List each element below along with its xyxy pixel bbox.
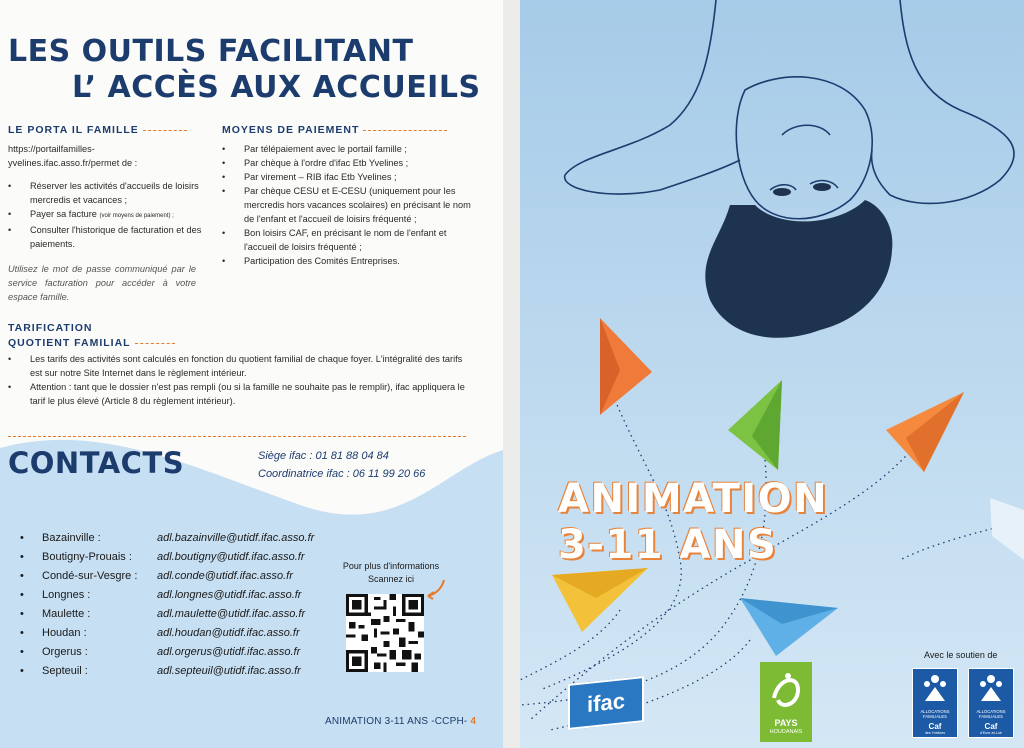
- contact-email[interactable]: adl.boutigny@utidf.ifac.asso.fr: [157, 551, 305, 563]
- contact-town: Septeuil :: [42, 665, 88, 677]
- ifac-logo: ifac: [568, 676, 644, 730]
- qr-info-line-2: Scannez ici: [367, 574, 415, 584]
- right-page: [520, 0, 1024, 748]
- caf-sub: des Yvelines: [924, 731, 946, 735]
- list-item: • Par chèque à l'ordre d'ifac Etb Yvelines ;: [222, 156, 474, 170]
- portail-heading-text: LE PORTA IL FAMILLE: [8, 124, 139, 136]
- page-title: [8, 34, 481, 106]
- bullet: •: [20, 551, 24, 563]
- paiement-heading-text: MOYENS DE PAIEMENT: [222, 124, 360, 136]
- caf-name: Caf: [928, 722, 942, 731]
- pays-logo-text: PAYS: [774, 718, 798, 728]
- paiement-list: [222, 142, 474, 268]
- caf-top-text: ALLOCATIONS FAMILIALES: [976, 709, 1006, 719]
- bullet: •: [20, 665, 24, 677]
- bullet: •: [20, 646, 24, 658]
- list-item: • Réserver les activités d'accueils de loisirs mercredis et vacances ;: [8, 179, 206, 207]
- contact-email[interactable]: adl.septeuil@utidf.ifac.asso.fr: [157, 665, 301, 677]
- left-page: [0, 0, 503, 748]
- list-item: [8, 207, 206, 223]
- contact-email[interactable]: adl.houdan@utidf.ifac.asso.fr: [157, 627, 300, 639]
- contact-email[interactable]: adl.maulette@utidf.ifac.asso.fr: [157, 608, 306, 620]
- qr-info-line-1: Pour plus d'informations: [342, 561, 440, 571]
- bullet: •: [20, 589, 24, 601]
- caf-eure-logo: [968, 668, 1014, 738]
- pay-invoice-text: Payer sa facture: [30, 209, 97, 219]
- bullet: •: [20, 570, 24, 582]
- child-eye-right: [813, 183, 831, 191]
- tarification-heading: TARIFICATION: [8, 322, 93, 334]
- child-eye-left: [773, 188, 791, 196]
- portail-password-note: Utilisez le mot de passe communiqué par le service facturation pour accéder à votre espace famille.: [8, 264, 196, 302]
- contact-town: Condé-sur-Vesgre :: [42, 570, 138, 582]
- caf-top-text: ALLOCATIONS FAMILIALES: [920, 709, 950, 719]
- page-gutter: [503, 0, 520, 748]
- contact-email[interactable]: adl.longnes@utidf.ifac.asso.fr: [157, 589, 302, 601]
- quotient-heading-text: QUOTIENT FAMILIAL: [8, 337, 131, 349]
- list-item: • Participation des Comités Entreprises.: [222, 254, 474, 268]
- title-line-2: L’ ACCÈS AUX ACCUEILS: [72, 70, 481, 105]
- contact-town: Longnes :: [42, 589, 91, 601]
- dash-rule: [363, 130, 447, 131]
- dash-rule: [135, 343, 175, 344]
- caf-name: Caf: [984, 722, 998, 731]
- contact-town: Orgerus :: [42, 646, 88, 658]
- footer-text: ANIMATION 3-11 ANS -CCPH-: [325, 716, 468, 727]
- contact-town: Maulette :: [42, 608, 91, 620]
- list-item: • Par virement – RIB ifac Etb Yvelines ;: [222, 170, 474, 184]
- list-item: • Par télépaiement avec le portail famille ;: [222, 142, 474, 156]
- list-item: • Les tarifs des activités sont calculés en fonction du quotient familial de chaque foyer. L'intégralité des tarifs est sur notre Site Internet dans le règlement intérieur.: [8, 352, 474, 380]
- curved-arrow-icon: [424, 578, 448, 600]
- page-number: 4: [470, 716, 477, 727]
- family-icon: [923, 673, 947, 705]
- contacts-title: CONTACTS: [8, 446, 185, 480]
- coordinatrice-phone: Coordinatrice ifac : 06 11 99 20 66: [258, 468, 426, 480]
- siege-phone: Siège ifac : 01 81 88 04 84: [258, 450, 389, 462]
- tarification-list: [8, 352, 474, 408]
- family-icon: [979, 673, 1003, 705]
- list-item: • Consulter l'historique de facturation et des paiements.: [8, 223, 206, 251]
- list-item: • Par chèque CESU et E-CESU (uniquement pour les mercredis hors vacances scolaires) en précisant le nom de l'enfant et l'accueil de loisirs fréquenté ;: [222, 184, 474, 226]
- support-label: Avec le soutien de: [924, 650, 998, 660]
- caf-sub: d'Eure-et-Loir: [980, 731, 1002, 735]
- dash-rule: [143, 130, 187, 131]
- cover-title-line-2: 3-11 ANS: [558, 522, 778, 568]
- caf-yvelines-logo: [912, 668, 958, 738]
- contact-town: Bazainville :: [42, 532, 101, 544]
- contact-town: Boutigny-Prouais :: [42, 551, 132, 563]
- portail-url: https://portailfamilles-: [8, 144, 95, 154]
- quotient-heading: [8, 337, 175, 349]
- portail-heading: [8, 124, 187, 136]
- section-divider: [8, 436, 466, 437]
- paiement-heading: [222, 124, 447, 136]
- bullet: •: [20, 627, 24, 639]
- contact-email[interactable]: adl.orgerus@utidf.ifac.asso.fr: [157, 646, 301, 658]
- pays-houdanais-logo: [760, 662, 812, 742]
- swirl-icon: [768, 668, 804, 714]
- qr-code[interactable]: [346, 594, 424, 672]
- cover-title-line-1: ANIMATION: [558, 476, 829, 522]
- portail-intro: [8, 142, 204, 170]
- list-item: • Bon loisirs CAF, en précisant le nom de l'enfant et l'accueil de loisirs fréquenté ;: [222, 226, 474, 254]
- pay-invoice-note: (voir moyens de paiement) ;: [99, 213, 174, 219]
- list-item: • Attention : tant que le dossier n'est pas rempli (ou si la famille ne souhaite pas le remplir), ifac appliquera le tarif le plus élevé (Article 8 du règlement intérieur).: [8, 380, 474, 408]
- cover-title: [558, 476, 828, 568]
- bullet: •: [20, 532, 24, 544]
- title-line-1: LES OUTILS FACILITANT: [8, 34, 414, 69]
- contact-email[interactable]: adl.conde@utidf.ifac.asso.fr: [157, 570, 293, 582]
- pays-logo-subtext: HOUDANAIS: [769, 729, 803, 735]
- bullet: •: [20, 608, 24, 620]
- page-footer: [325, 716, 476, 727]
- portail-url-cont: yvelines.ifac.asso.fr/permet de :: [8, 158, 138, 168]
- portail-list: [8, 179, 206, 251]
- contact-email[interactable]: adl.bazainville@utidf.ifac.asso.fr: [157, 532, 315, 544]
- contact-town: Houdan :: [42, 627, 87, 639]
- cover-illustration: [520, 0, 1024, 748]
